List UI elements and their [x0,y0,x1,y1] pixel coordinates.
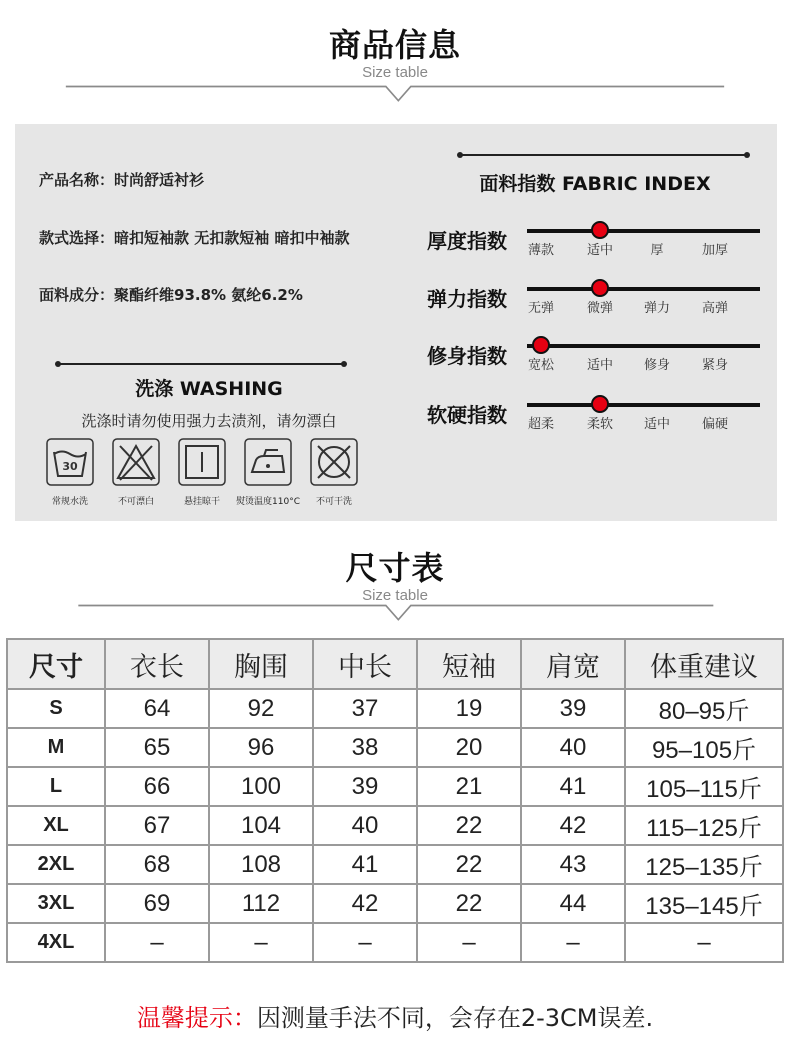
size-label-cell: XL [7,806,105,845]
wash-label-no-dry-clean: 不可干洗 [315,497,352,507]
fabric-index-name: 软硬指数 [427,403,507,427]
wash-label-iron: 熨烫温度110°C [236,497,300,507]
size-value-cell: 19 [417,689,521,728]
product-info-panel [15,124,777,521]
size-label-cell: 2XL [7,845,105,884]
size-table [6,638,784,963]
size-value-cell: – [625,923,783,962]
fabric-index-track [527,229,760,233]
no-dry-clean-icon [310,438,358,486]
size-value-cell: – [417,923,521,962]
size-value-cell: 92 [209,689,313,728]
table-row [7,806,783,845]
size-table-header-cell: 肩宽 [521,639,625,689]
size-value-cell: 40 [313,806,417,845]
fabric-index-option: 适中 [643,417,670,432]
size-value-cell: 125–135斤 [625,845,783,884]
size-value-cell: 96 [209,728,313,767]
fabric-index-name: 厚度指数 [427,229,507,253]
fabric-index-marker [591,221,609,239]
size-value-cell: 100 [209,767,313,806]
size-value-cell: 115–125斤 [625,806,783,845]
product-name-value: 时尚舒适衬衫 [114,171,205,189]
fabric-label: 面料成分： [39,286,115,304]
fabric-index-option: 紧身 [701,358,728,373]
product-section-title: 商品信息 [328,26,461,64]
size-value-cell: – [105,923,209,962]
size-value-cell: 40 [521,728,625,767]
fabric-index-option: 弹力 [643,301,670,316]
size-value-cell: 67 [105,806,209,845]
fabric-index-option: 微弹 [586,301,613,316]
size-value-cell: 38 [313,728,417,767]
measurement-tip [0,998,790,1033]
size-value-cell: 39 [521,689,625,728]
size-value-cell: 41 [521,767,625,806]
wash-temp-text: 30 [62,460,78,473]
product-section-subtitle: Size table [362,64,428,81]
iron-icon [244,438,292,486]
size-value-cell: 22 [417,806,521,845]
fabric-index-track [527,344,760,348]
fabric-index-name: 弹力指数 [427,287,507,311]
fabric-index-title: 面料指数 FABRIC INDEX [479,173,711,195]
size-section-subtitle: Size table [362,587,428,604]
size-value-cell: 112 [209,884,313,923]
size-value-cell: 22 [417,845,521,884]
size-value-cell: 22 [417,884,521,923]
fabric-index-option: 宽松 [527,358,554,373]
fabric-index-option: 超柔 [527,417,554,432]
size-value-cell: 41 [313,845,417,884]
size-value-cell: 64 [105,689,209,728]
size-section-header [0,543,790,604]
fabric-index-name: 修身指数 [427,344,507,368]
wash-label-no-bleach: 不可漂白 [117,497,154,507]
size-label-cell: 3XL [7,884,105,923]
fabric-index-track [527,403,760,407]
tip-text: 因测量手法不同，会存在2-3CM误差. [256,1004,654,1032]
section-divider [0,603,790,623]
table-row [7,689,783,728]
product-name-row [39,169,204,190]
wash-label-normal: 常规水洗 [51,497,88,507]
washing-title: 洗涤 WASHING [135,378,283,400]
fabric-index-option: 适中 [586,243,613,258]
size-table-header-cell: 胸围 [209,639,313,689]
hang-dry-icon [178,438,226,486]
size-value-cell: 21 [417,767,521,806]
size-value-cell: 43 [521,845,625,884]
size-table-header-cell: 短袖 [417,639,521,689]
tip-label: 温馨提示： [136,1004,257,1032]
size-section-title: 尺寸表 [345,549,445,587]
size-value-cell: – [521,923,625,962]
size-value-cell: 66 [105,767,209,806]
fabric-row [39,284,303,305]
size-value-cell: 42 [521,806,625,845]
size-value-cell: 105–115斤 [625,767,783,806]
table-row [7,845,783,884]
size-value-cell: 104 [209,806,313,845]
size-value-cell: 20 [417,728,521,767]
fabric-index-marker [532,336,550,354]
fabric-index-option: 无弹 [527,301,554,316]
fabric-index-option: 高弹 [701,301,728,316]
style-label: 款式选择： [39,229,115,247]
size-value-cell: 65 [105,728,209,767]
fabric-index-option: 柔软 [586,417,613,432]
fabric-index-option: 修身 [643,358,670,373]
size-value-cell: 42 [313,884,417,923]
size-table-header [7,639,783,689]
size-value-cell: 37 [313,689,417,728]
size-value-cell: 44 [521,884,625,923]
section-divider [0,84,790,104]
style-value: 暗扣短袖款 无扣款短袖 暗扣中袖款 [114,229,350,247]
size-value-cell: 68 [105,845,209,884]
fabric-index-option: 适中 [586,358,613,373]
size-label-cell: 4XL [7,923,105,962]
size-value-cell: 80–95斤 [625,689,783,728]
fabric-index-marker [591,395,609,413]
style-row [39,227,349,248]
product-name-label: 产品名称： [39,171,115,189]
size-table-header-cell: 尺寸 [7,639,105,689]
size-table-header-cell: 体重建议 [625,639,783,689]
fabric-index-marker [591,279,609,297]
washing-note: 洗涤时请勿使用强力去渍剂，请勿漂白 [81,412,337,430]
size-value-cell: 135–145斤 [625,884,783,923]
size-value-cell: 108 [209,845,313,884]
size-value-cell: – [313,923,417,962]
table-row [7,923,783,962]
fabric-index-option: 薄款 [527,243,554,258]
size-value-cell: 39 [313,767,417,806]
wash-30-icon [46,438,94,486]
fabric-index-option: 偏硬 [701,417,728,432]
fabric-index-option: 加厚 [701,243,728,258]
fabric-divider [460,154,747,156]
size-table-header-cell: 衣长 [105,639,209,689]
size-table-header-cell: 中长 [313,639,417,689]
size-value-cell: 69 [105,884,209,923]
size-label-cell: S [7,689,105,728]
product-section-header [0,20,790,81]
table-row [7,767,783,806]
size-value-cell: 95–105斤 [625,728,783,767]
washing-divider [58,363,344,365]
fabric-index-track [527,287,760,291]
size-value-cell: – [209,923,313,962]
fabric-index-option: 厚 [650,243,664,258]
table-row [7,884,783,923]
fabric-value: 聚酯纤维93.8% 氨纶6.2% [114,286,303,304]
wash-label-hang-dry: 悬挂晾干 [183,497,220,507]
size-table-body [7,689,783,962]
size-label-cell: L [7,767,105,806]
table-row [7,728,783,767]
no-bleach-icon [112,438,160,486]
size-label-cell: M [7,728,105,767]
